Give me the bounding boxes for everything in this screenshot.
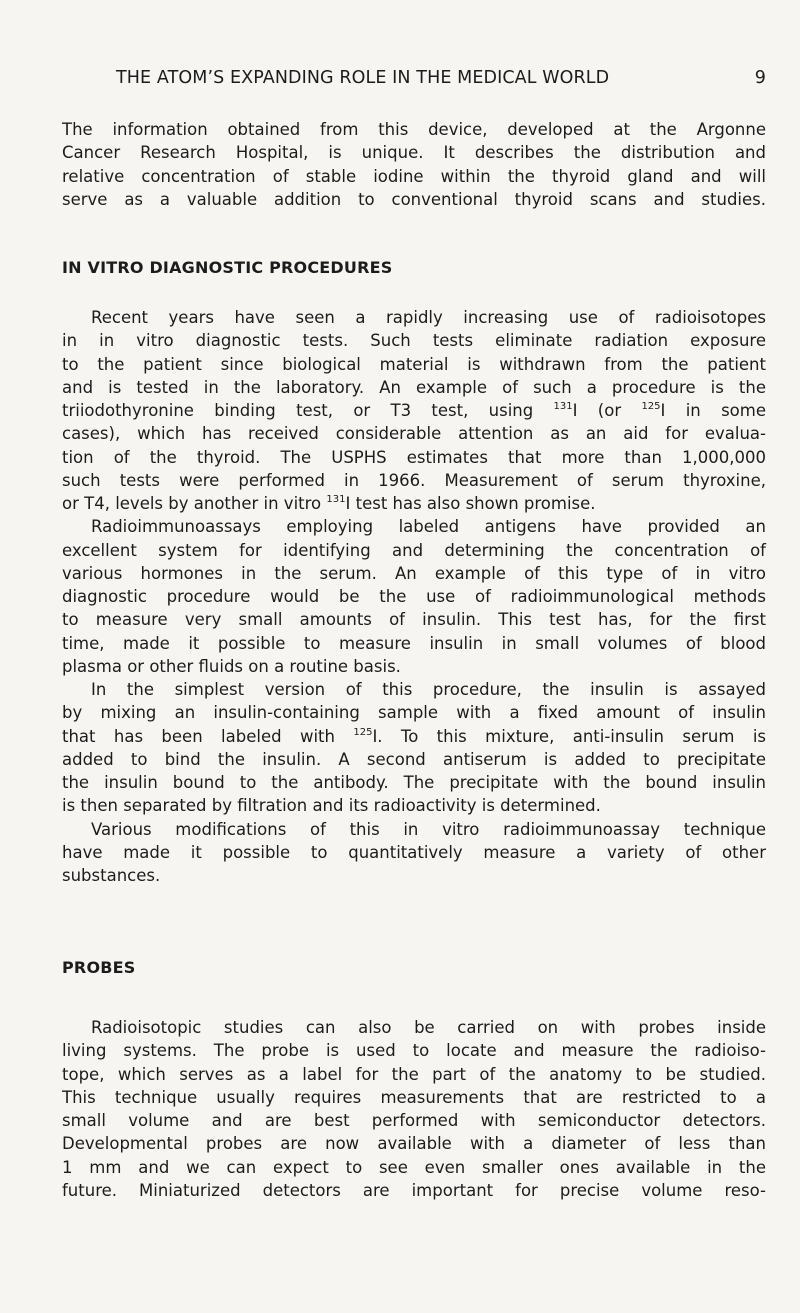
running-head-title: THE ATOM’S EXPANDING ROLE IN THE MEDICAL WORLD bbox=[116, 68, 610, 88]
text-fragment: or T4, levels by another in vitro bbox=[62, 494, 327, 513]
isotope-superscript: 125 bbox=[353, 726, 373, 738]
text-line: 1 mm and we can expect to see even smaller ones available in the bbox=[62, 1157, 766, 1177]
text-line: time, made it possible to measure insulin in small volumes of blood bbox=[62, 633, 766, 653]
text-fragment: I. To this mixture, anti-insulin serum is bbox=[372, 726, 767, 746]
probes-paragraph bbox=[62, 1016, 766, 1202]
section-heading-in-vitro: IN VITRO DIAGNOSTIC PROCEDURES bbox=[62, 258, 393, 277]
page-number: 9 bbox=[754, 68, 766, 88]
isotope-superscript: 131 bbox=[326, 494, 346, 505]
in-vitro-paragraph-2 bbox=[62, 515, 766, 678]
text-line: by mixing an insulin-containing sample with a fixed amount of insulin bbox=[62, 703, 766, 723]
text-line: Radioimmunoassays employing labeled antigens have provided an bbox=[91, 517, 766, 537]
text-line: added to bind the insulin. A second antiserum is added to precipitate bbox=[62, 749, 766, 769]
isotope-superscript: 131 bbox=[553, 401, 573, 412]
text-line: The information obtained from this device, developed at the Argonne bbox=[62, 120, 766, 139]
text-line: serve as a valuable addition to conventional thyroid scans and studies. bbox=[62, 189, 766, 209]
text-line: Developmental probes are now available with a diameter of less than bbox=[62, 1134, 766, 1154]
in-vitro-paragraph-1 bbox=[62, 306, 766, 515]
text-line bbox=[62, 725, 766, 748]
text-line: Various modifications of this in vitro radioimmunoassay technique bbox=[91, 819, 766, 839]
in-vitro-paragraph-4 bbox=[62, 818, 766, 888]
section-heading-probes: PROBES bbox=[62, 958, 136, 977]
text-line: in in vitro diagnostic tests. Such tests eliminate radiation exposure bbox=[62, 331, 766, 351]
text-line: tion of the thyroid. The USPHS estimates that more than 1,000,000 bbox=[62, 447, 766, 467]
text-line: to the patient since biological material is withdrawn from the patient bbox=[62, 354, 766, 374]
text-line: tope, which serves as a label for the part of the anatomy to be studied. bbox=[62, 1064, 766, 1084]
text-line: have made it possible to quantitatively measure a variety of other bbox=[62, 842, 766, 862]
isotope-superscript: 125 bbox=[641, 401, 661, 412]
text-line: is then separated by filtration and its radioactivity is determined. bbox=[62, 796, 601, 816]
text-line: Cancer Research Hospital, is unique. It describes the distribution and bbox=[62, 143, 766, 163]
text-line: relative concentration of stable iodine within the thyroid gland and will bbox=[62, 166, 766, 186]
text-line: excellent system for identifying and determining the concentration of bbox=[62, 540, 766, 560]
text-line: substances. bbox=[62, 866, 161, 885]
text-line: living systems. The probe is used to locate and measure the radioiso- bbox=[62, 1041, 766, 1061]
text-line: Radioisotopic studies can also be carried on with probes inside bbox=[91, 1018, 766, 1037]
intro-paragraph bbox=[62, 118, 766, 211]
text-line: such tests were performed in 1966. Measurement of serum thyroxine, bbox=[62, 470, 766, 490]
text-line: In the simplest version of this procedure, the insulin is assayed bbox=[91, 680, 766, 699]
text-line: diagnostic procedure would be the use of radioimmunological methods bbox=[62, 587, 766, 606]
text-fragment: I in some bbox=[660, 401, 766, 420]
text-line: future. Miniaturized detectors are important for precise volume reso- bbox=[62, 1180, 766, 1200]
text-fragment: triiodothyronine binding test, or T3 test, using bbox=[62, 401, 554, 420]
text-fragment: that has been labeled with bbox=[62, 726, 354, 746]
text-line: cases), which has received considerable attention as an aid for evalua- bbox=[62, 424, 766, 444]
text-line: This technique usually requires measurements that are restricted to a bbox=[62, 1087, 766, 1107]
text-line: various hormones in the serum. An example of this type of in vitro bbox=[62, 563, 766, 583]
text-line bbox=[62, 492, 766, 515]
in-vitro-paragraph-3 bbox=[62, 678, 766, 818]
text-line: and is tested in the laboratory. An example of such a procedure is the bbox=[62, 377, 766, 397]
text-line: plasma or other fluids on a routine basis. bbox=[62, 656, 401, 676]
text-fragment: I (or bbox=[572, 401, 642, 420]
text-line: small volume and are best performed with semiconductor detectors. bbox=[62, 1111, 766, 1130]
text-line: the insulin bound to the antibody. The precipitate with the bound insulin bbox=[62, 773, 766, 792]
text-line: Recent years have seen a rapidly increasing use of radioisotopes bbox=[91, 308, 766, 327]
text-fragment: I test has also shown promise. bbox=[345, 494, 596, 513]
text-line: to measure very small amounts of insulin. This test has, for the first bbox=[62, 610, 766, 630]
text-line bbox=[62, 399, 766, 422]
